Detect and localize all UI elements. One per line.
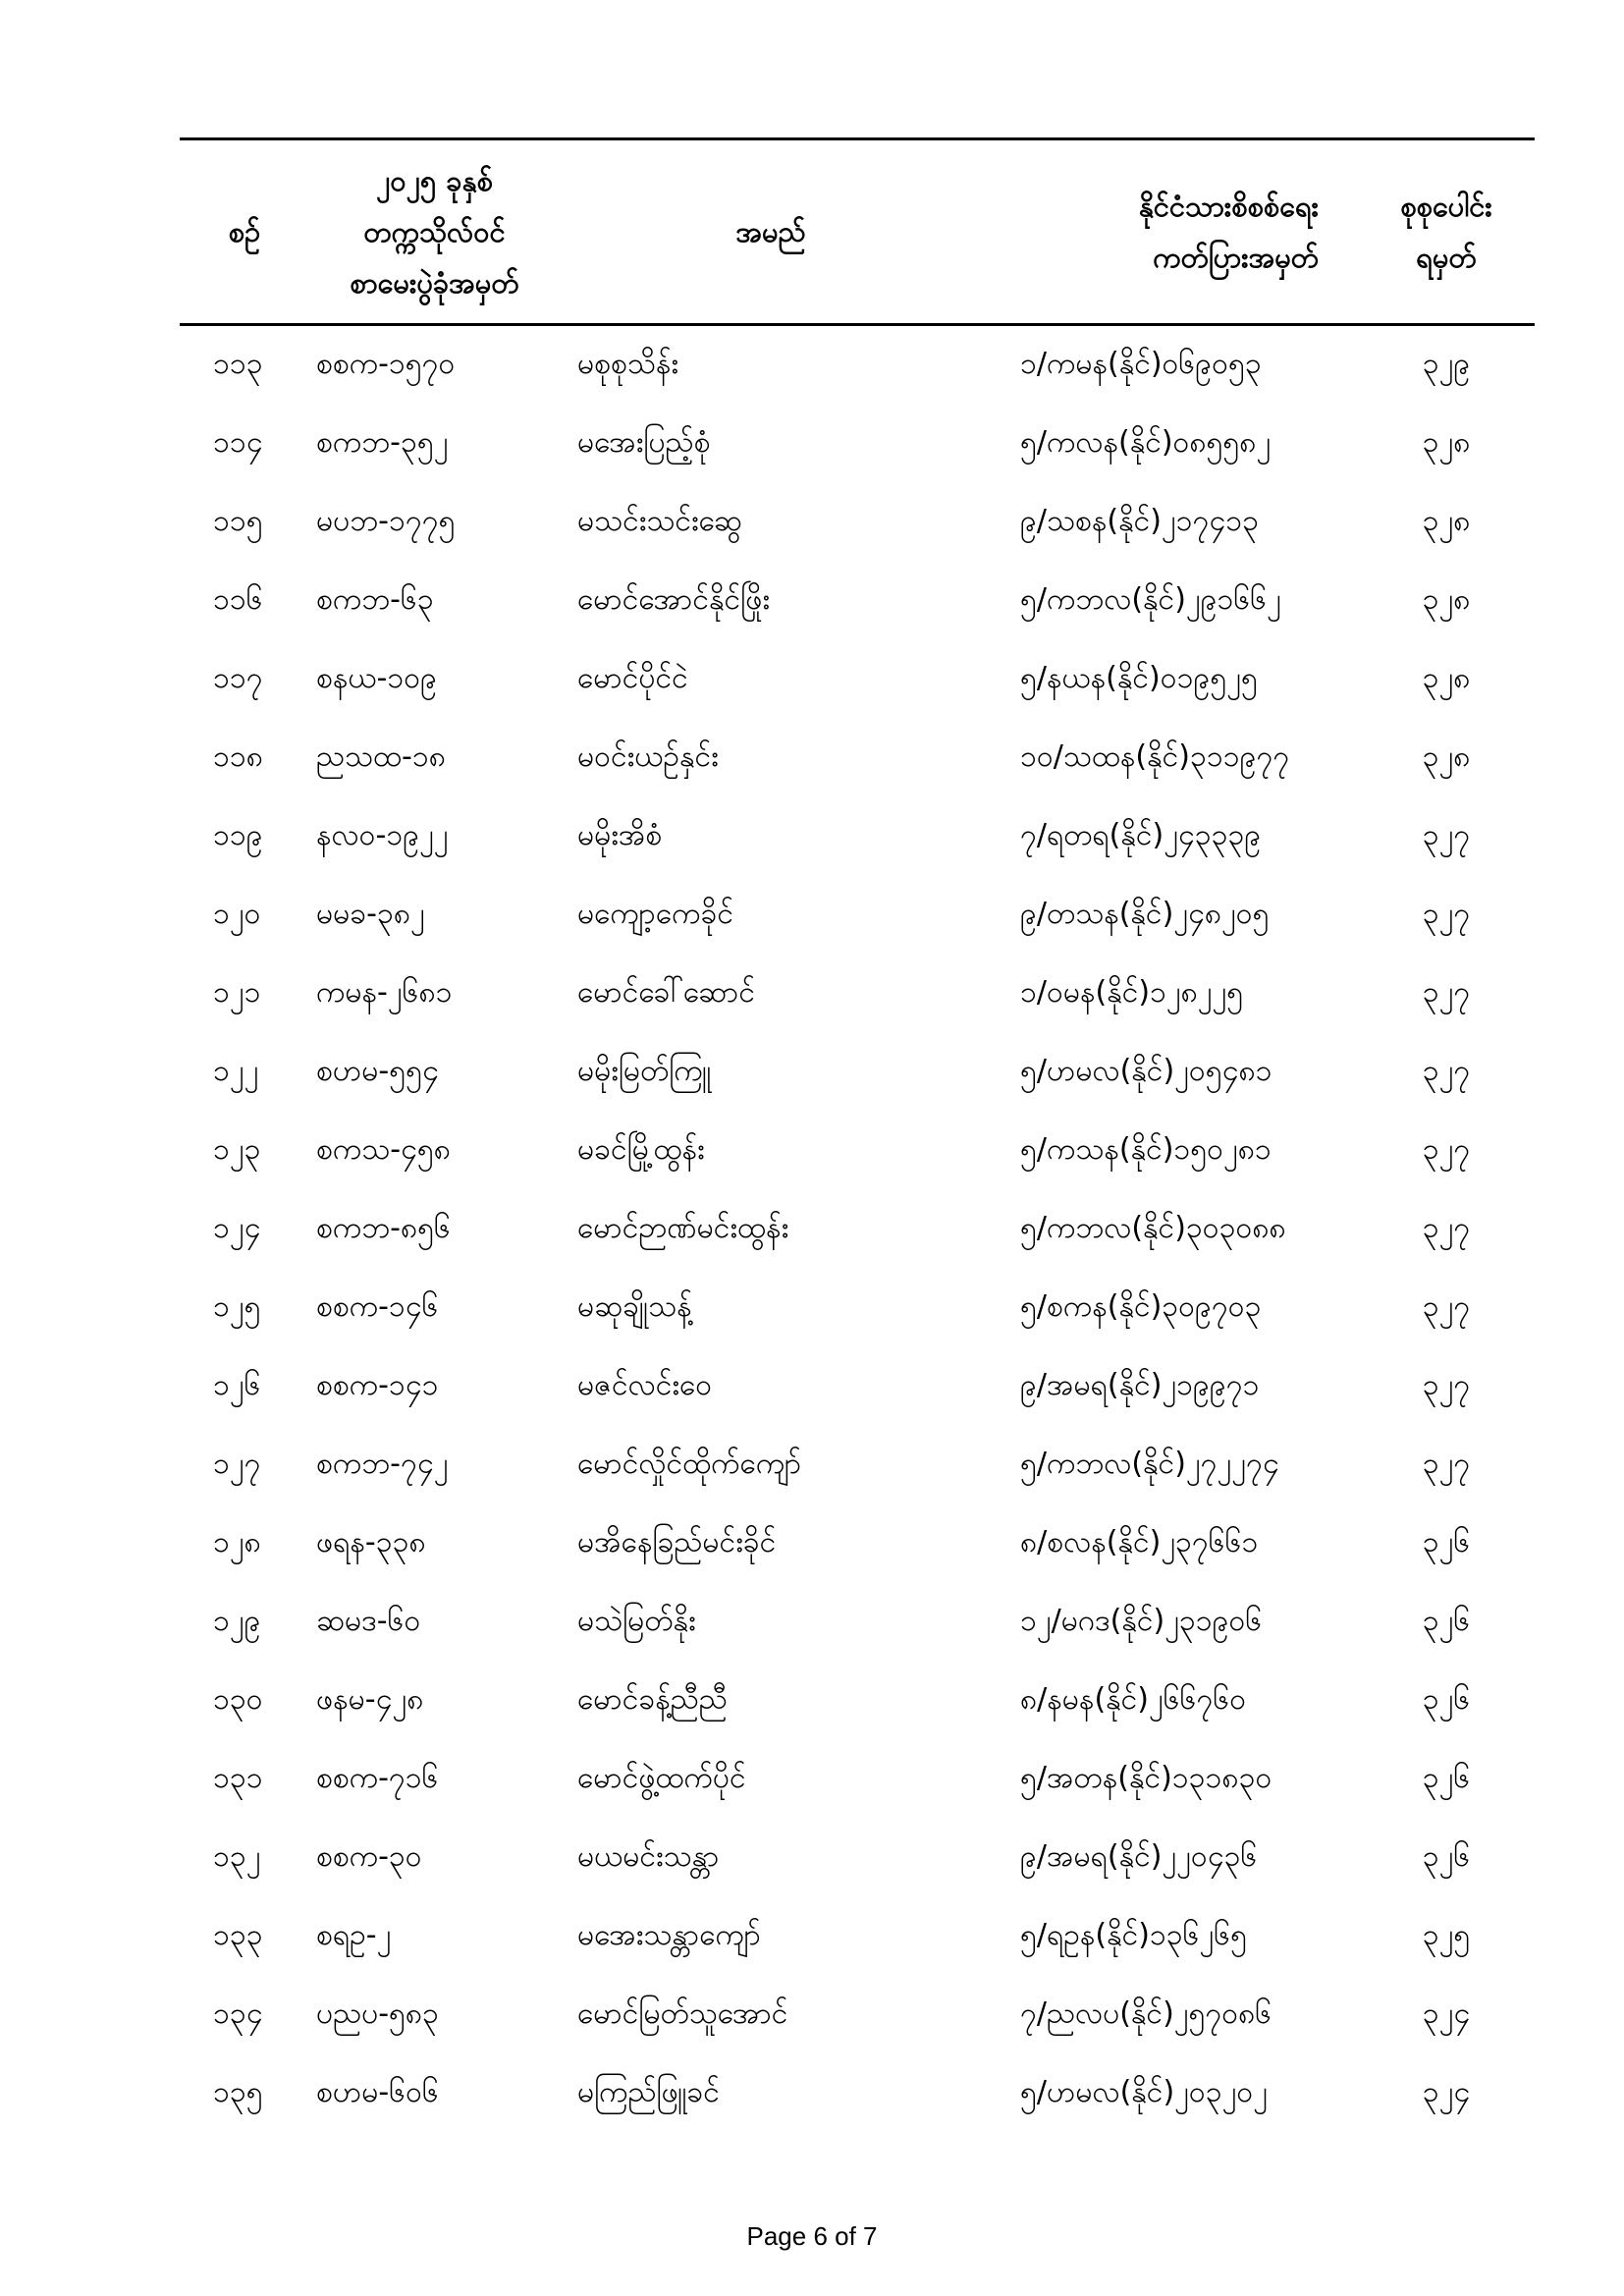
serial-no-cell: ၁၁၉ <box>213 817 263 852</box>
table-row <box>180 1347 1535 1426</box>
name-cell: မောင်အောင်နိုင်ဖြိုး <box>577 581 770 617</box>
name-cell: မအိနေခြည်မင်းခိုင် <box>577 1524 777 1559</box>
name-cell: မဇင်လင်းဝေ <box>577 1367 713 1402</box>
serial-no-cell: ၁၃၅ <box>213 2074 263 2109</box>
total-score-cell: ၃၂၇ <box>1422 1131 1471 1167</box>
table-row <box>180 1033 1535 1112</box>
name-cell: မခင်မြို့ထွန်း <box>577 1131 705 1167</box>
total-score-cell: ၃၂၅ <box>1422 1917 1471 1952</box>
name-cell: မယမင်းသန္တာ <box>577 1838 720 1874</box>
name-cell: မသဲမြတ်နိုး <box>577 1603 696 1638</box>
serial-no-cell: ၁၃၁ <box>213 1760 263 1795</box>
total-score-cell: ၃၂၈ <box>1422 738 1471 774</box>
roll-number-cell: စဟမ-၆၀၆ <box>316 2074 439 2109</box>
serial-no-cell: ၁၂၉ <box>213 1603 261 1638</box>
nrc-cell: ၈/စလန(နိုင်)၂၃၇၆၆၁ <box>1020 1524 1259 1559</box>
table-row <box>180 405 1535 483</box>
nrc-cell: ၅/ဟမလ(နိုင်)၂၀၅၄၈၁ <box>1020 1053 1272 1088</box>
table-row <box>180 1976 1535 2054</box>
serial-no-cell: ၁၂၆ <box>213 1367 261 1402</box>
serial-no-cell: ၁၃၂ <box>213 1838 261 1874</box>
roll-number-cell: စရဥ-၂ <box>316 1917 392 1952</box>
roll-number-cell: စကဘ-၆၃ <box>316 581 434 617</box>
header-nrc-line2: ကတ်ပြားအမှတ် <box>1153 241 1319 274</box>
total-score-cell: ၃၂၆ <box>1422 1681 1471 1717</box>
name-cell: မစုစုသိန်း <box>577 346 679 381</box>
roll-number-cell: မမခ-၃၈၂ <box>316 896 425 931</box>
total-score-cell: ၃၂၇ <box>1422 1210 1471 1245</box>
serial-no-cell: ၁၂၅ <box>213 1288 261 1324</box>
nrc-cell: ၉/တသန(နိုင်)၂၄၈၂၀၅ <box>1020 896 1270 931</box>
nrc-cell: ၇/ရတရ(နိုင်)၂၄၃၃၃၉ <box>1020 817 1262 852</box>
total-score-cell: ၃၂၇ <box>1422 817 1471 852</box>
roll-number-cell: ဆမဒ-၆၀ <box>316 1603 421 1638</box>
header-name: အမည် <box>735 215 806 248</box>
roll-number-cell: ပညပ-၅၈၃ <box>316 1995 439 2031</box>
total-score-cell: ၃၂၈ <box>1422 503 1471 538</box>
name-cell: မောင်ဖွဲ့ထက်ပိုင် <box>577 1760 746 1795</box>
total-score-cell: ၃၂၇ <box>1422 1053 1471 1088</box>
total-score-cell: ၃၂၉ <box>1422 346 1471 381</box>
nrc-cell: ၅/ဟမလ(နိုင်)၂၀၃၂၀၂ <box>1020 2074 1268 2109</box>
total-score-cell: ၃၂၇ <box>1422 974 1471 1010</box>
name-cell: မောင်ခန့်ညီညီ <box>577 1681 728 1717</box>
roll-number-cell: စဟမ-၅၅၄ <box>316 1053 439 1088</box>
table-row <box>180 325 1535 406</box>
roll-number-cell: စကသ-၄၅၈ <box>316 1131 451 1167</box>
total-score-cell: ၃၂၆ <box>1422 1760 1471 1795</box>
table-row <box>180 1897 1535 1976</box>
results-table <box>180 137 1535 2133</box>
header-nrc <box>982 139 1358 325</box>
table-row <box>180 955 1535 1033</box>
roll-number-cell: ဖရန-၃၃၈ <box>316 1524 426 1559</box>
table-row <box>180 876 1535 955</box>
name-cell: မမိုးမြတ်ကြူ <box>577 1053 712 1088</box>
nrc-cell: ၅/ကဘလ(နိုင်)၃၀၃၀၈၈ <box>1020 1210 1286 1245</box>
roll-number-cell: စစက-၁၄၆ <box>316 1288 439 1324</box>
table-row <box>180 1819 1535 1897</box>
table-row <box>180 797 1535 876</box>
name-cell: မမိုးအိစံ <box>577 817 663 852</box>
name-cell: မောင်လှိုင်ထိုက်ကျော် <box>577 1446 802 1481</box>
total-score-cell: ၃၂၆ <box>1422 1603 1471 1638</box>
serial-no-cell: ၁၂၀ <box>213 896 261 931</box>
header-roll-line1: ၂၀၂၅ ခုနှစ် <box>376 164 493 197</box>
table-row <box>180 483 1535 562</box>
table-row <box>180 562 1535 640</box>
name-cell: မအေးပြည့်စုံ <box>577 424 711 460</box>
roll-number-cell: စစက-၃၀ <box>316 1838 422 1874</box>
name-cell: မကြည်ဖြူခင် <box>577 2074 720 2109</box>
table-row <box>180 1583 1535 1662</box>
table-row <box>180 1269 1535 1347</box>
table-body <box>180 325 1535 2134</box>
header-roll-line2: တက္ကသိုလ်ဝင် <box>363 215 506 248</box>
roll-number-cell: စစက-၁၅၇၀ <box>316 346 456 381</box>
name-cell: မောင်ဉာဏ်မင်းထွန်း <box>577 1210 789 1245</box>
table-row <box>180 1662 1535 1740</box>
nrc-cell: ၅/ကလန(နိုင်)၀၈၅၅၈၂ <box>1020 424 1272 460</box>
roll-number-cell: ညသထ-၁၈ <box>316 738 446 774</box>
page-number: Page 6 of 7 <box>746 2221 878 2251</box>
name-cell: မဆုချိုသန့် <box>577 1288 692 1324</box>
roll-number-cell: စကဘ-၈၅၆ <box>316 1210 451 1245</box>
name-cell: မကျော့ကေခိုင် <box>577 896 734 931</box>
total-score-cell: ၃၂၈ <box>1422 424 1471 460</box>
table-row <box>180 640 1535 719</box>
header-roll-line3: စာမေးပွဲခုံအမှတ် <box>350 266 519 300</box>
serial-no-cell: ၁၁၇ <box>213 660 263 695</box>
table-row <box>180 1504 1535 1583</box>
name-cell: မောင်ခေါ်ဆောင် <box>577 974 756 1010</box>
roll-number-cell: နလဝ-၁၉၂၂ <box>316 817 449 852</box>
serial-no-cell: ၁၂၃ <box>213 1131 261 1167</box>
total-score-cell: ၃၂၇ <box>1422 1288 1471 1324</box>
roll-number-cell: ကမန-၂၆၈၁ <box>316 974 453 1010</box>
nrc-cell: ၇/ညလပ(နိုင်)၂၅၇၀၈၆ <box>1020 1995 1272 2031</box>
nrc-cell: ၁၂/မဂဒ(နိုင်)၂၃၁၉၀၆ <box>1020 1603 1263 1638</box>
header-roll-number <box>309 139 560 325</box>
total-score-cell: ၃၂၇ <box>1422 896 1471 931</box>
serial-no-cell: ၁၁၃ <box>213 346 263 381</box>
serial-no-cell: ၁၂၄ <box>213 1210 261 1245</box>
serial-no-cell: ၁၂၂ <box>213 1053 259 1088</box>
nrc-cell: ၁/ကမန(နိုင်)၀၆၉၀၅၃ <box>1020 346 1262 381</box>
header-row <box>180 139 1535 325</box>
serial-no-cell: ၁၃၄ <box>213 1995 263 2031</box>
serial-no-cell: ၁၁၅ <box>213 503 263 538</box>
roll-number-cell: စစက-၁၄၁ <box>316 1367 439 1402</box>
nrc-cell: ၉/အမရ(နိုင်)၂၂၀၄၃၆ <box>1020 1838 1258 1874</box>
name-cell: မသင်းသင်းဆွေ <box>577 503 742 538</box>
serial-no-cell: ၁၂၇ <box>213 1446 261 1481</box>
header-score-line1: စုစုပေါင်း <box>1400 190 1492 223</box>
total-score-cell: ၃၂၈ <box>1422 660 1471 695</box>
nrc-cell: ၈/နမန(နိုင်)၂၆၆၇၆၀ <box>1020 1681 1247 1717</box>
nrc-cell: ၉/အမရ(နိုင်)၂၁၉၉၇၁ <box>1020 1367 1260 1402</box>
total-score-cell: ၃၂၆ <box>1422 1838 1471 1874</box>
name-cell: မောင်ပိုင်ငဲ <box>577 660 688 695</box>
total-score-cell: ၃၂၈ <box>1422 581 1471 617</box>
serial-no-cell: ၁၂၁ <box>213 974 261 1010</box>
serial-no-cell: ၁၃၃ <box>213 1917 263 1952</box>
roll-number-cell: စကဘ-၇၄၂ <box>316 1446 449 1481</box>
table-row <box>180 2054 1535 2133</box>
nrc-cell: ၅/ရဥန(နိုင်)၁၃၆၂၆၅ <box>1020 1917 1248 1952</box>
total-score-cell: ၃၂၄ <box>1422 2074 1471 2109</box>
header-nrc-line1: နိုင်ငံသားစိစစ်ရေး <box>1138 190 1319 223</box>
serial-no-cell: ၁၁၄ <box>213 424 263 460</box>
header-total-score <box>1358 139 1535 325</box>
total-score-cell: ၃၂၇ <box>1422 1446 1471 1481</box>
nrc-cell: ၁၀/သထန(နိုင်)၃၁၁၉၇၇ <box>1020 738 1290 774</box>
name-cell: မဝင်းယဉ်နှင်း <box>577 738 719 774</box>
nrc-cell: ၉/သစန(နိုင်)၂၁၇၄၁၃ <box>1020 503 1260 538</box>
nrc-cell: ၅/ကဘလ(နိုင်)၂၉၁၆၆၂ <box>1020 581 1281 617</box>
nrc-cell: ၁/ဝမန(နိုင်)၁၂၈၂၂၅ <box>1020 974 1244 1010</box>
header-score-line2: ရမှတ် <box>1416 241 1477 274</box>
header-serial-no: စဉ် <box>228 215 261 248</box>
total-score-cell: ၃၂၄ <box>1422 1995 1471 2031</box>
serial-no-cell: ၁၁၈ <box>213 738 263 774</box>
serial-no-cell: ၁၂၈ <box>213 1524 261 1559</box>
roll-number-cell: စစက-၇၁၆ <box>316 1760 439 1795</box>
table-row <box>180 1740 1535 1819</box>
nrc-cell: ၅/နယန(နိုင်)၀၁၉၅၂၅ <box>1020 660 1258 695</box>
name-cell: မောင်မြတ်သူအောင် <box>577 1995 788 2031</box>
nrc-cell: ၅/စကန(နိုင်)၃၀၉၇၀၃ <box>1020 1288 1262 1324</box>
table-row <box>180 1426 1535 1504</box>
roll-number-cell: စကဘ-၃၅၂ <box>316 424 449 460</box>
nrc-cell: ၅/ကသန(နိုင်)၁၅၀၂၈၁ <box>1020 1131 1272 1167</box>
serial-no-cell: ၁၁၆ <box>213 581 263 617</box>
table-row <box>180 1112 1535 1190</box>
nrc-cell: ၅/အတန(နိုင်)၁၃၁၈၃၀ <box>1020 1760 1272 1795</box>
total-score-cell: ၃၂၆ <box>1422 1524 1471 1559</box>
table-row <box>180 1190 1535 1269</box>
serial-no-cell: ၁၃၀ <box>213 1681 263 1717</box>
total-score-cell: ၃၂၇ <box>1422 1367 1471 1402</box>
name-cell: မအေးသန္တာကျော် <box>577 1917 761 1952</box>
table-row <box>180 719 1535 797</box>
roll-number-cell: မပဘ-၁၇၇၅ <box>316 503 456 538</box>
table-header <box>180 139 1535 325</box>
nrc-cell: ၅/ကဘလ(နိုင်)၂၇၂၂၇၄ <box>1020 1446 1279 1481</box>
roll-number-cell: စနယ-၁၀၉ <box>316 660 437 695</box>
roll-number-cell: ဖနမ-၄၂၈ <box>316 1681 424 1717</box>
